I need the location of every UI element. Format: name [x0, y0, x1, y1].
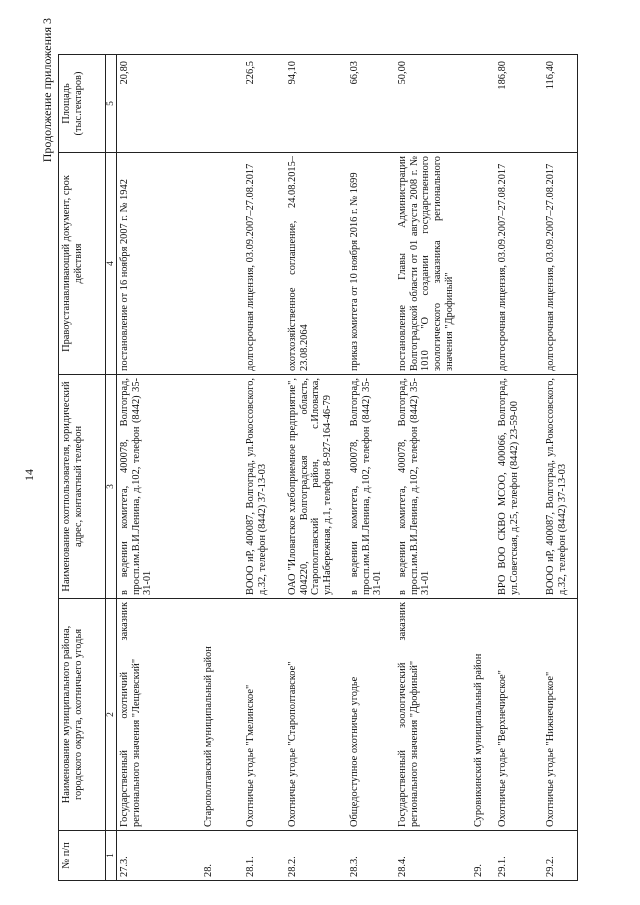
district-name: Старополтавский муниципальный район	[201, 599, 243, 831]
user-info: ВООО иР, 400087, Волгоград, ул.Рокоссовского, д.32, телефон (8442) 37-13-03	[243, 375, 285, 599]
user-info: в ведении комитета, 400078, Волгоград, просп.им.В.И.Ленина, д.102, телефон (8442) 35-31-01	[117, 375, 202, 599]
header-user: Наименование охотпользователя, юридический адрес, контактный телефон	[59, 375, 106, 599]
document: постановление от 16 ноября 2007 г. № 1942	[117, 153, 202, 375]
user-info	[201, 375, 243, 599]
row-number: 28.4.	[395, 831, 471, 881]
column-number-2: 2	[106, 599, 117, 831]
continuation-label: Продолжение приложения 3	[40, 18, 54, 163]
table-row	[243, 55, 285, 881]
header-ground-name: Наименование муниципального района, городского округа, охотничьего угодья	[59, 599, 106, 831]
user-info: ВРО ВОО СКВО МСОО, 400066, Волгоград, ул.Советская, д.25, телефон (8442) 23-59-00	[495, 375, 543, 599]
hunting-grounds-table	[58, 54, 578, 881]
table-row	[471, 55, 495, 881]
column-number-1: 1	[106, 831, 117, 881]
document: охотхозяйственное соглашение, 24.08.2015–23.08.2064	[285, 153, 347, 375]
document: долгосрочная лицензия, 03.09.2007–27.08.2017	[243, 153, 285, 375]
area: 50,00	[395, 55, 471, 153]
header-document: Правоустанавливающий документ, срок действия	[59, 153, 106, 375]
table-row	[201, 55, 243, 881]
area	[201, 55, 243, 153]
area: 20,80	[117, 55, 202, 153]
user-info: в ведении комитета, 400078, Волгоград, просп.им.В.И.Ленина, д.102, телефон (8442) 35-31-01	[395, 375, 471, 599]
area: 94,10	[285, 55, 347, 153]
table-row	[117, 55, 202, 881]
document	[471, 153, 495, 375]
area: 186,80	[495, 55, 543, 153]
column-number-5: 5	[106, 55, 117, 153]
document: приказ комитета от 10 ноября 2016 г. № 1699	[347, 153, 395, 375]
header-area: Площадь (тыс.гектаров)	[59, 55, 106, 153]
row-number: 29.2.	[543, 831, 578, 881]
user-info	[471, 375, 495, 599]
ground-name: Общедоступное охотничье угодье	[347, 599, 395, 831]
row-number: 28.	[201, 831, 243, 881]
table-row	[495, 55, 543, 881]
table-row	[395, 55, 471, 881]
row-number: 28.1.	[243, 831, 285, 881]
ground-name: Охотничье угодье "Гмелинское"	[243, 599, 285, 831]
document: долгосрочная лицензия, 03.09.2007–27.08.2017	[495, 153, 543, 375]
table-row	[543, 55, 578, 881]
area: 66,03	[347, 55, 395, 153]
table-column-numbers-row	[106, 55, 117, 881]
row-number: 27.3.	[117, 831, 202, 881]
document	[201, 153, 243, 375]
ground-name: Охотничье угодье "Верхнечирское"	[495, 599, 543, 831]
user-info: ОАО "Иловатское хлебоприемное предприятие", 404220, Волгоградская область, Старополтавский район, с.Иловатка, ул.Набережная, д.1, телефон 8-927-164-46-79	[285, 375, 347, 599]
area: 116,40	[543, 55, 578, 153]
page-number: 14	[22, 469, 36, 481]
district-name: Суровикинский муниципальный район	[471, 599, 495, 831]
ground-name: Охотничье угодье "Нижнечирское"	[543, 599, 578, 831]
user-info: ВООО иР, 400087, Волгоград, ул.Рокоссовского, д.32, телефон (8442) 37-13-03	[543, 375, 578, 599]
column-number-3: 3	[106, 375, 117, 599]
ground-name: Государственный охотничий заказник регионального значения "Лещевский"	[117, 599, 202, 831]
user-info: в ведении комитета, 400078, Волгоград, просп.им.В.И.Ленина, д.102, телефон (8442) 35-31-01	[347, 375, 395, 599]
row-number: 28.3.	[347, 831, 395, 881]
area	[471, 55, 495, 153]
table-row	[347, 55, 395, 881]
row-number: 29.	[471, 831, 495, 881]
area: 226,5	[243, 55, 285, 153]
header-number: № п/п	[59, 831, 106, 881]
row-number: 29.1.	[495, 831, 543, 881]
table-header-row	[59, 55, 106, 881]
document: долгосрочная лицензия, 03.09.2007–27.08.2017	[543, 153, 578, 375]
ground-name: Государственный зоологический заказник регионального значения "Дрофиный"	[395, 599, 471, 831]
column-number-4: 4	[106, 153, 117, 375]
ground-name: Охотничье угодье "Старополтавское"	[285, 599, 347, 831]
document: постановление Главы Администрации Волгоградской области от 01 августа 2008 г. № 1010 "О создании государственного зоологического заказника регионального значения "Дрофиный"	[395, 153, 471, 375]
row-number: 28.2.	[285, 831, 347, 881]
table-row	[285, 55, 347, 881]
